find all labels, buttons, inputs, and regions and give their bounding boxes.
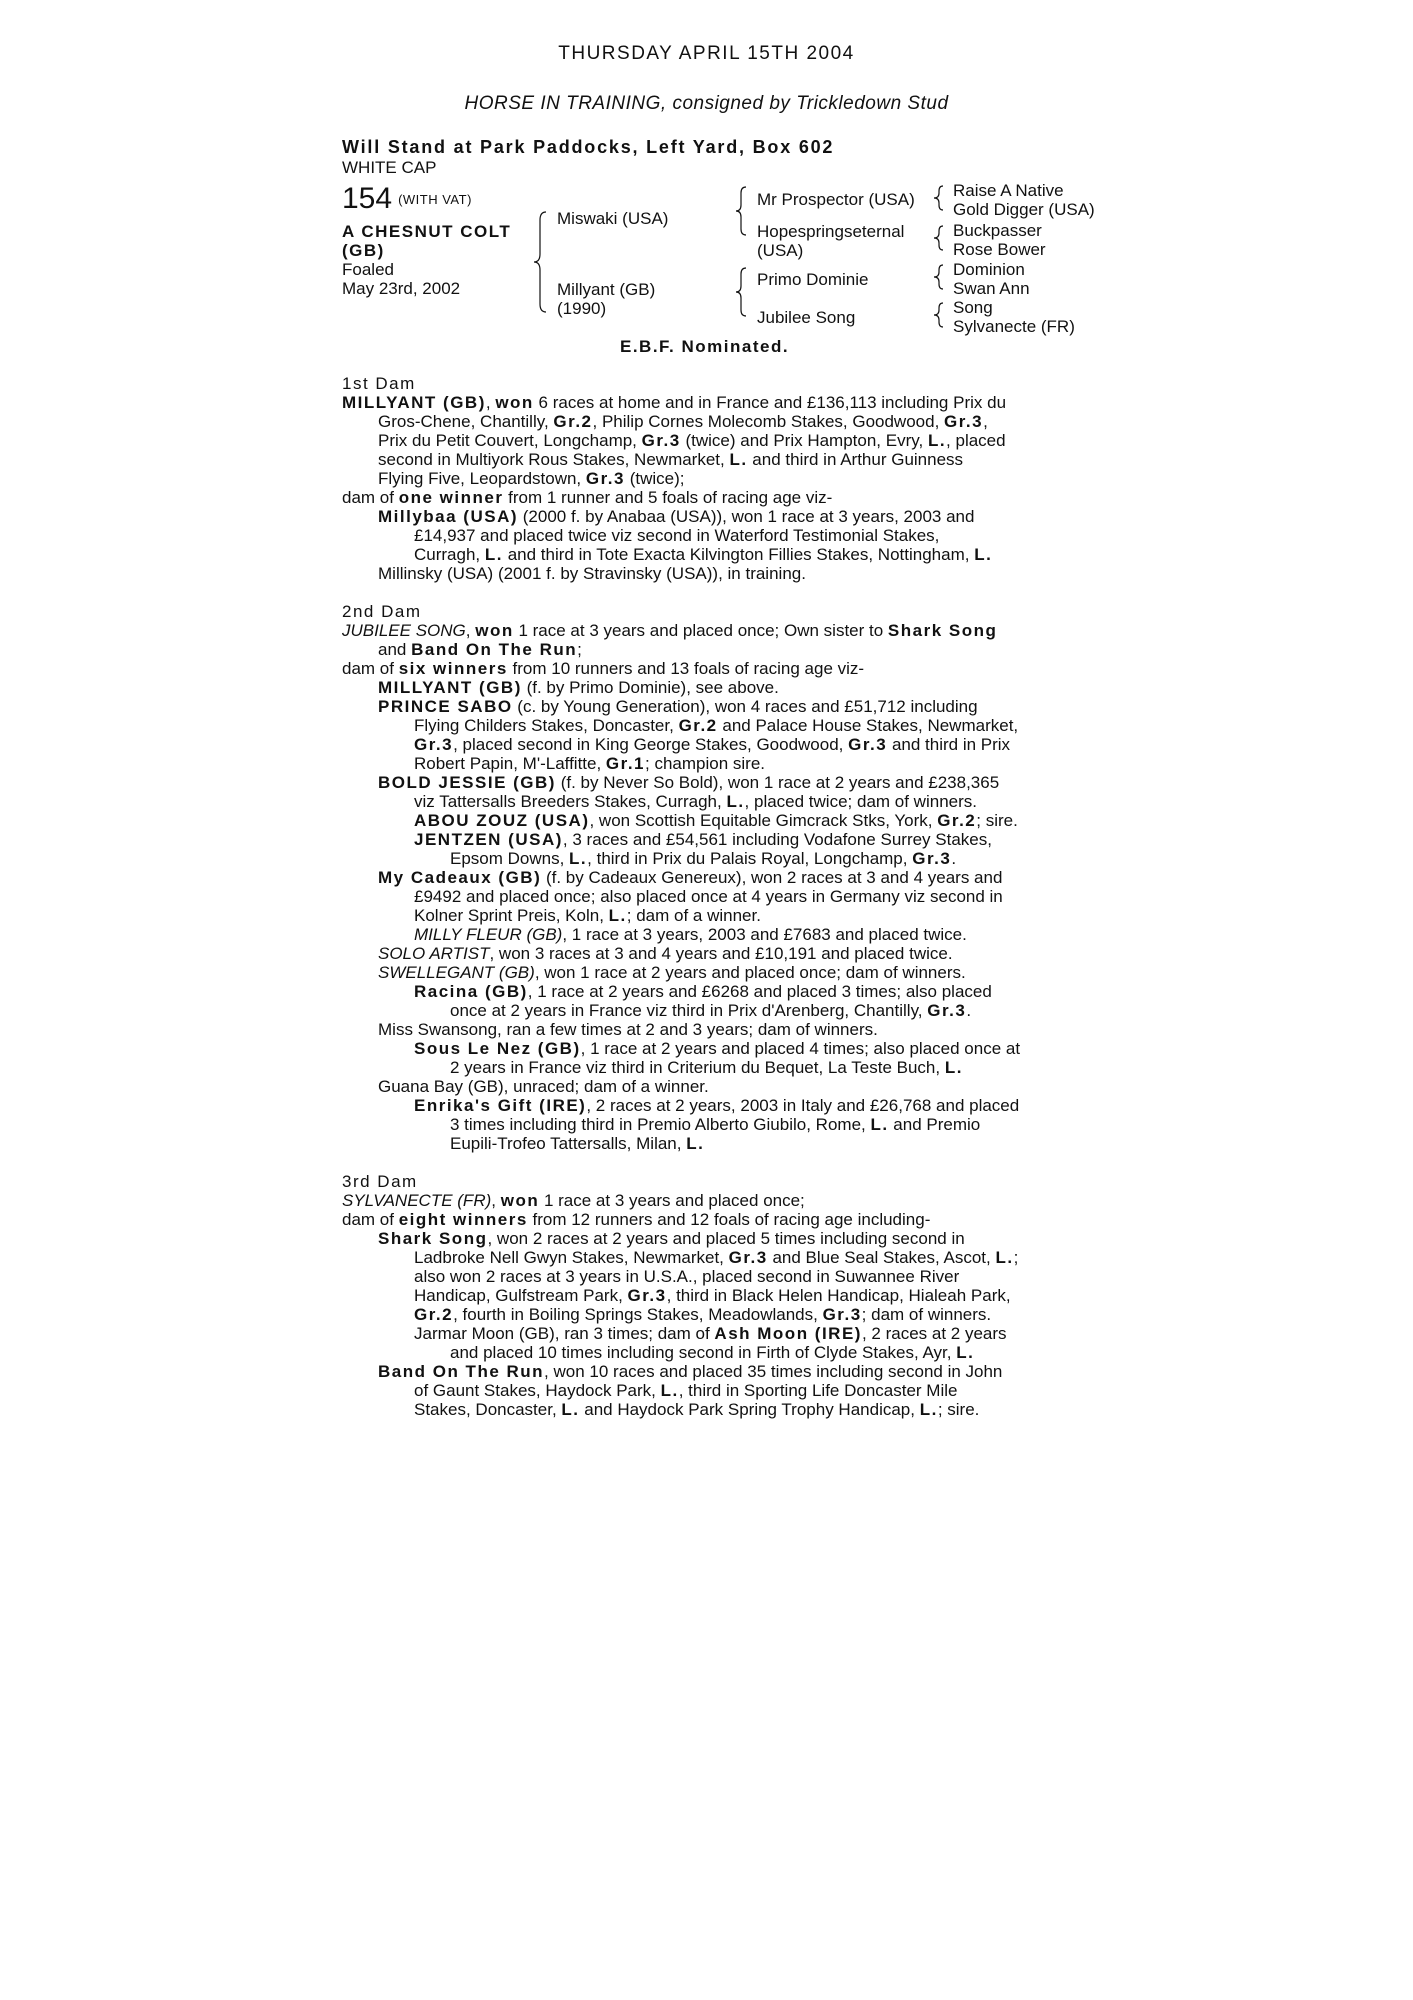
- record-text: six winners: [398, 659, 508, 678]
- pedigree-dam: Millyant (GB): [557, 280, 656, 299]
- brace-g4: [934, 303, 943, 327]
- record-line: [342, 716, 1082, 735]
- brace-generation-1: [534, 212, 546, 312]
- record-text: , fourth in Boiling Springs Stakes, Meadowlands,: [453, 1305, 823, 1324]
- pedigree-g3: Buckpasser: [953, 221, 1042, 240]
- record-line: [342, 393, 1082, 412]
- record-text: and Haydock Park Spring Trophy Handicap,: [579, 1400, 920, 1419]
- record-text: Racina (GB): [414, 982, 528, 1001]
- record-text: ; dam of a winner.: [626, 906, 761, 925]
- record-line: [342, 868, 1082, 887]
- record-text: Flying Five, Leopardstown,: [378, 469, 586, 488]
- record-line: [342, 735, 1082, 754]
- record-text: Eupili-Trofeo Tattersalls, Milan,: [450, 1134, 687, 1153]
- record-text: from 10 runners and 13 foals of racing age viz-: [507, 659, 865, 678]
- record-line: [342, 1324, 1082, 1343]
- record-text: L.: [608, 906, 627, 925]
- record-text: (f. by Cadeaux Genereux), won 2 races at 3 and 4 years and: [541, 868, 1003, 887]
- record-line: [342, 431, 1082, 450]
- vat-note: (WITH VAT): [398, 192, 472, 207]
- record-text: and: [378, 640, 412, 659]
- stand-location: Will Stand at Park Paddocks, Left Yard, Box 602: [342, 137, 835, 157]
- record-line: [342, 982, 1082, 1001]
- brace-g3: [934, 265, 943, 289]
- record-text: , 3 races and £54,561 including Vodafone Surrey Stakes,: [562, 830, 992, 849]
- record-text: 1 race at 3 years and placed once; Own sister to: [513, 621, 888, 640]
- record-text: (c. by Young Generation), won 4 races and £51,712 including: [512, 697, 978, 716]
- record-text: 2 years in France viz third in Criterium du Bequet, La Teste Buch,: [450, 1058, 945, 1077]
- record-text: , won 3 races at 3 and 4 years and £10,191 and placed twice.: [489, 944, 953, 963]
- pedigree-g6: Swan Ann: [953, 279, 1030, 298]
- record-text: of Gaunt Stakes, Haydock Park,: [414, 1381, 661, 1400]
- record-text: ; sire.: [937, 1400, 980, 1419]
- record-line: [342, 887, 1082, 906]
- record-text: dam of: [342, 488, 399, 507]
- record-text: SYLVANECTE (FR): [342, 1191, 492, 1210]
- record-text: ;: [1013, 1248, 1019, 1267]
- record-line: [342, 1286, 1082, 1305]
- record-line: [342, 849, 1082, 868]
- record-text: L.: [919, 1400, 938, 1419]
- record-text: ,: [465, 621, 476, 640]
- record-line: [342, 1267, 1082, 1286]
- record-text: Gr.2: [414, 1305, 454, 1324]
- consignment-line: HORSE IN TRAINING, consigned by Trickledown Stud: [464, 93, 949, 114]
- brace-dam-line: [736, 268, 746, 316]
- brace-g2: [934, 226, 943, 250]
- ebf-nomination: E.B.F. Nominated.: [620, 337, 790, 356]
- dam-section: [342, 602, 1082, 1153]
- record-line: [342, 1400, 1082, 1419]
- record-line: [342, 659, 1082, 678]
- record-text: , 2 races at 2 years, 2003 in Italy and £26,768 and placed: [586, 1096, 1020, 1115]
- record-text: L.: [660, 1381, 679, 1400]
- record-line: [342, 1248, 1082, 1267]
- record-text: , won 1 race at 2 years and placed once; dam of winners.: [534, 963, 966, 982]
- record-text: ,: [485, 393, 496, 412]
- record-text: MILLY FLEUR (GB): [414, 925, 563, 944]
- record-line: [342, 697, 1082, 716]
- record-line: [342, 412, 1082, 431]
- lot-number: 154: [342, 182, 393, 215]
- brace-g1: [934, 186, 943, 210]
- record-text: ; sire.: [976, 811, 1018, 830]
- record-text: Ash Moon (IRE): [714, 1324, 862, 1343]
- pedigree-dam-sire: Primo Dominie: [757, 270, 869, 289]
- record-text: Shark Song: [378, 1229, 488, 1248]
- record-line: [342, 507, 1082, 526]
- record-text: , placed twice; dam of winners.: [744, 792, 977, 811]
- horse-origin: (GB): [342, 241, 385, 260]
- record-line: [342, 925, 1082, 944]
- record-text: Shark Song: [887, 621, 998, 640]
- record-text: L.: [956, 1343, 975, 1362]
- record-text: Gr.2: [937, 811, 977, 830]
- record-text: Gr.2: [678, 716, 718, 735]
- record-text: , won 2 races at 2 years and placed 5 times including second in: [487, 1229, 965, 1248]
- record-text: and placed 10 times including second in Firth of Clyde Stakes, Ayr,: [450, 1343, 957, 1362]
- record-line: [342, 1210, 1082, 1229]
- record-text: Sous Le Nez (GB): [414, 1039, 581, 1058]
- record-line: [342, 1096, 1082, 1115]
- pedigree-g8: Sylvanecte (FR): [953, 317, 1075, 336]
- pedigree-g1: Raise A Native: [953, 181, 1064, 200]
- record-text: (2000 f. by Anabaa (USA)), won 1 race at 3 years, 2003 and: [518, 507, 975, 526]
- record-text: dam of: [342, 1210, 399, 1229]
- record-line: [342, 963, 1082, 982]
- record-text: Prix du Petit Couvert, Longchamp,: [378, 431, 642, 450]
- record-line: [342, 526, 1082, 545]
- record-line: [342, 1191, 1082, 1210]
- record-text: Gr.2: [553, 412, 593, 431]
- record-text: also won 2 races at 3 years in U.S.A., placed second in Suwannee River: [414, 1267, 960, 1286]
- cap-colour: WHITE CAP: [342, 158, 437, 177]
- record-text: Millinsky (USA) (2001 f. by Stravinsky (USA)), in training.: [378, 564, 806, 583]
- record-line: [342, 469, 1082, 488]
- record-text: and Palace House Stakes, Newmarket,: [717, 716, 1019, 735]
- section-heading: 3rd Dam: [342, 1172, 418, 1191]
- pedigree-braces: [0, 0, 1413, 360]
- record-text: .: [966, 1001, 972, 1020]
- record-line: [342, 1001, 1082, 1020]
- record-line: [342, 754, 1082, 773]
- record-line: [342, 906, 1082, 925]
- record-text: Gros-Chene, Chantilly,: [378, 412, 554, 431]
- record-text: (twice);: [624, 469, 685, 488]
- record-text: SOLO ARTIST: [378, 944, 490, 963]
- record-text: Gr.3: [927, 1001, 967, 1020]
- record-text: , placed: [946, 431, 1006, 450]
- record-text: PRINCE SABO: [378, 697, 513, 716]
- record-text: Millybaa (USA): [378, 507, 519, 526]
- record-line: [342, 1343, 1082, 1362]
- record-text: dam of: [342, 659, 399, 678]
- record-text: , won Scottish Equitable Gimcrack Stks, York,: [589, 811, 938, 830]
- record-text: Gr.1: [605, 754, 646, 773]
- record-line: [342, 944, 1082, 963]
- record-text: (f. by Primo Dominie), see above.: [521, 678, 779, 697]
- record-text: Miss Swansong, ran a few times at 2 and 3 years; dam of winners.: [378, 1020, 878, 1039]
- horse-description: A CHESNUT COLT: [342, 222, 512, 241]
- record-line: [342, 830, 1082, 849]
- record-text: ,: [491, 1191, 501, 1210]
- record-text: My Cadeaux (GB): [378, 868, 542, 887]
- record-text: L.: [944, 1058, 963, 1077]
- record-text: from 1 runner and 5 foals of racing age viz-: [503, 488, 833, 507]
- record-line: [342, 678, 1082, 697]
- record-text: , third in Sporting Life Doncaster Mile: [678, 1381, 958, 1400]
- record-text: second in Multiyork Rous Stakes, Newmarket,: [378, 450, 730, 469]
- record-text: Enrika's Gift (IRE): [414, 1096, 587, 1115]
- record-text: MILLYANT (GB): [378, 678, 522, 697]
- record-text: from 12 runners and 12 foals of racing age including-: [527, 1210, 931, 1229]
- record-text: Robert Papin, M'-Laffitte,: [414, 754, 606, 773]
- record-text: ;: [577, 640, 582, 659]
- record-text: L.: [484, 545, 503, 564]
- foaled-date: May 23rd, 2002: [342, 279, 461, 298]
- record-line: [342, 1058, 1082, 1077]
- record-text: , 1 race at 3 years, 2003 and £7683 and placed twice.: [562, 925, 967, 944]
- pedigree-sire-dam-origin: (USA): [757, 241, 804, 260]
- record-text: 6 races at home and in France and £136,113 including Prix du: [533, 393, 1007, 412]
- record-line: [342, 773, 1082, 792]
- record-text: Jarmar Moon (GB), ran 3 times; dam of: [414, 1324, 715, 1343]
- record-line: [342, 545, 1082, 564]
- record-text: L.: [726, 792, 745, 811]
- record-text: Gr.3: [944, 412, 984, 431]
- record-text: £14,937 and placed twice viz second in Waterford Testimonial Stakes,: [414, 526, 940, 545]
- record-text: , won 10 races and placed 35 times including second in John: [544, 1362, 1003, 1381]
- record-text: L.: [686, 1134, 705, 1153]
- record-text: L.: [870, 1115, 889, 1134]
- record-text: ,: [983, 412, 988, 431]
- pedigree-dam-year: (1990): [557, 299, 607, 318]
- record-text: viz Tattersalls Breeders Stakes, Curragh,: [414, 792, 727, 811]
- record-line: [342, 1020, 1082, 1039]
- record-text: (f. by Never So Bold), won 1 race at 2 years and £238,365: [555, 773, 1000, 792]
- record-text: won: [475, 621, 514, 640]
- record-text: , 1 race at 2 years and £6268 and placed 3 times; also placed: [527, 982, 992, 1001]
- pedigree-dam-dam: Jubilee Song: [757, 308, 856, 327]
- record-text: SWELLEGANT (GB): [378, 963, 535, 982]
- pedigree-g2: Gold Digger (USA): [953, 200, 1095, 219]
- pedigree-sire-sire: Mr Prospector (USA): [757, 190, 915, 209]
- record-text: Stakes, Doncaster,: [414, 1400, 562, 1419]
- record-text: , placed second in King George Stakes, Goodwood,: [453, 735, 849, 754]
- record-text: Gr.3: [414, 735, 454, 754]
- record-text: MILLYANT (GB): [342, 393, 486, 412]
- record-line: [342, 1229, 1082, 1248]
- section-heading: 1st Dam: [342, 374, 416, 393]
- record-line: [342, 1077, 1082, 1096]
- record-line: [342, 640, 1082, 659]
- record-text: eight winners: [398, 1210, 528, 1229]
- brace-sire-line: [736, 187, 746, 235]
- record-text: Kolner Sprint Preis, Koln,: [414, 906, 609, 925]
- record-text: won: [495, 393, 534, 412]
- record-line: [342, 1362, 1082, 1381]
- record-text: ; champion sire.: [645, 754, 766, 773]
- record-text: Gr.3: [912, 849, 952, 868]
- record-text: and Blue Seal Stakes, Ascot,: [767, 1248, 996, 1267]
- produce-record: [342, 374, 1082, 1438]
- record-text: £9492 and placed once; also placed once at 4 years in Germany viz second in: [414, 887, 1003, 906]
- record-text: Gr.3: [848, 735, 888, 754]
- record-line: [342, 1381, 1082, 1400]
- record-text: L.: [569, 849, 588, 868]
- record-text: , third in Prix du Palais Royal, Longchamp,: [587, 849, 913, 868]
- record-text: JENTZEN (USA): [414, 830, 563, 849]
- record-line: [342, 564, 1082, 583]
- record-line: [342, 811, 1082, 830]
- record-text: one winner: [398, 488, 504, 507]
- pedigree-sire: Miswaki (USA): [557, 209, 669, 228]
- record-text: L.: [974, 545, 993, 564]
- record-text: BOLD JESSIE (GB): [378, 773, 556, 792]
- foaled-label: Foaled: [342, 260, 394, 279]
- record-text: and Premio: [888, 1115, 981, 1134]
- record-text: Gr.3: [728, 1248, 768, 1267]
- record-text: L.: [995, 1248, 1014, 1267]
- record-text: Flying Childers Stakes, Doncaster,: [414, 716, 679, 735]
- record-text: ABOU ZOUZ (USA): [414, 811, 590, 830]
- record-line: [342, 1039, 1082, 1058]
- record-text: Guana Bay (GB), unraced; dam of a winner.: [378, 1077, 709, 1096]
- record-text: won: [500, 1191, 540, 1210]
- record-text: Gr.3: [822, 1305, 862, 1324]
- record-text: once at 2 years in France viz third in Prix d'Arenberg, Chantilly,: [450, 1001, 928, 1020]
- pedigree-g7: Song: [953, 298, 993, 317]
- record-text: L.: [561, 1400, 580, 1419]
- record-text: Handicap, Gulfstream Park,: [414, 1286, 628, 1305]
- record-line: [342, 450, 1082, 469]
- record-text: , Philip Cornes Molecomb Stakes, Goodwood,: [592, 412, 945, 431]
- record-line: [342, 1134, 1082, 1153]
- record-text: , 2 races at 2 years: [861, 1324, 1007, 1343]
- record-text: ; dam of winners.: [861, 1305, 992, 1324]
- record-text: 3 times including third in Premio Alberto Giubilo, Rome,: [450, 1115, 871, 1134]
- record-text: .: [951, 849, 957, 868]
- record-text: JUBILEE SONG: [342, 621, 466, 640]
- record-text: Ladbroke Nell Gwyn Stakes, Newmarket,: [414, 1248, 729, 1267]
- record-text: (twice) and Prix Hampton, Evry,: [680, 431, 928, 450]
- pedigree-g5: Dominion: [953, 260, 1025, 279]
- record-text: Gr.3: [641, 431, 681, 450]
- dam-section: [342, 1172, 1082, 1419]
- record-text: Gr.3: [627, 1286, 667, 1305]
- record-text: and third in Tote Exacta Kilvington Fillies Stakes, Nottingham,: [502, 545, 975, 564]
- record-text: 1 race at 3 years and placed once;: [539, 1191, 805, 1210]
- record-line: [342, 792, 1082, 811]
- dam-section: [342, 374, 1082, 583]
- record-line: [342, 1305, 1082, 1324]
- record-text: Epsom Downs,: [450, 849, 570, 868]
- record-line: [342, 488, 1082, 507]
- record-text: , third in Black Helen Handicap, Hialeah Park,: [666, 1286, 1011, 1305]
- pedigree-sire-dam: Hopespringseternal: [757, 222, 905, 241]
- pedigree-g4: Rose Bower: [953, 240, 1046, 259]
- record-text: and third in Arthur Guinness: [747, 450, 964, 469]
- record-text: , 1 race at 2 years and placed 4 times; also placed once at: [580, 1039, 1021, 1058]
- record-line: [342, 1115, 1082, 1134]
- record-text: L.: [729, 450, 748, 469]
- record-text: Curragh,: [414, 545, 485, 564]
- record-text: and third in Prix: [887, 735, 1011, 754]
- record-text: Gr.3: [585, 469, 625, 488]
- section-heading: 2nd Dam: [342, 602, 422, 621]
- record-text: Band On The Run: [411, 640, 578, 659]
- record-text: L.: [927, 431, 947, 450]
- record-line: [342, 621, 1082, 640]
- sale-date: THURSDAY APRIL 15TH 2004: [558, 43, 855, 64]
- record-text: Band On The Run: [378, 1362, 545, 1381]
